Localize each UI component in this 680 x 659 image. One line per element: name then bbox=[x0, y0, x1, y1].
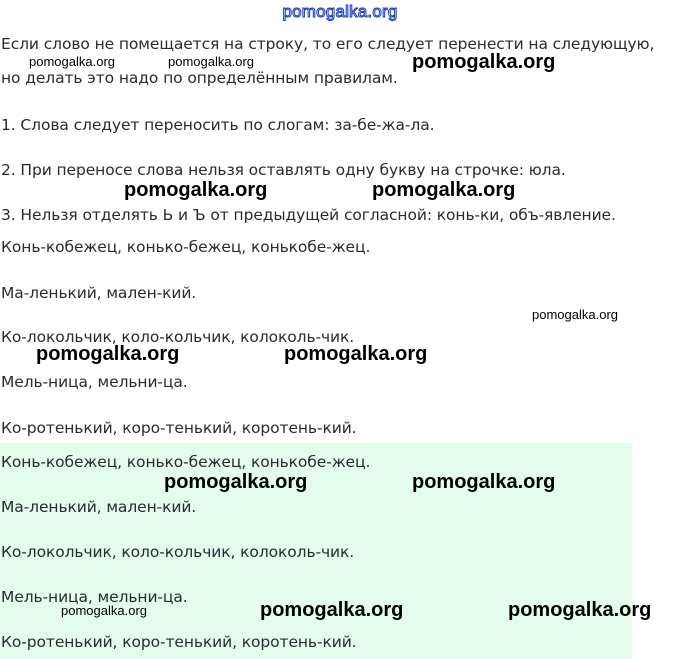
rules-intro-line-2: но делать это надо по определённым правилам. bbox=[1, 69, 398, 87]
watermark: pomogalka.org bbox=[36, 343, 180, 365]
answer-3: Ко-локольчик, коло-кольчик, колоколь-чик. bbox=[1, 543, 355, 561]
example-3: Ко-локольчик, коло-кольчик, колоколь-чик. bbox=[1, 328, 355, 346]
answer-1: Конь-кобежец, конько-бежец, конькобе-жец. bbox=[1, 453, 371, 471]
watermark: pomogalka.org bbox=[168, 54, 254, 69]
watermark: pomogalka.org bbox=[61, 603, 147, 618]
watermark: pomogalka.org bbox=[532, 307, 618, 322]
rules-intro-line-1: Если слово не помещается на строку, то его следует перенести на следующую, bbox=[1, 35, 655, 53]
watermark: pomogalka.org bbox=[372, 179, 516, 201]
watermark: pomogalka.org bbox=[412, 471, 556, 493]
watermark: pomogalka.org bbox=[29, 54, 115, 69]
answer-4: Мель-ница, мельни-ца. bbox=[1, 588, 188, 606]
watermark: pomogalka.org bbox=[412, 51, 556, 73]
example-1: Конь-кобежец, конько-бежец, конькобе-жец. bbox=[1, 238, 371, 256]
example-4: Мель-ница, мельни-ца. bbox=[1, 373, 188, 391]
rule-2: 2. При переносе слова нельзя оставлять одну букву на строчке: юла. bbox=[1, 161, 566, 179]
rule-1: 1. Слова следует переносить по слогам: за-бе-жа-ла. bbox=[1, 116, 435, 134]
example-2: Ма-ленький, мален-кий. bbox=[1, 284, 197, 302]
site-logo[interactable]: pomogalka.org bbox=[282, 2, 398, 21]
example-5: Ко-ротенький, коро-тенький, коротень-кий. bbox=[1, 419, 357, 437]
answer-5: Ко-ротенький, коро-тенький, коротень-кий. bbox=[1, 633, 357, 651]
watermark: pomogalka.org bbox=[260, 599, 404, 621]
watermark: pomogalka.org bbox=[124, 179, 268, 201]
watermark: pomogalka.org bbox=[284, 343, 428, 365]
rule-3: 3. Нельзя отделять Ь и Ъ от предыдущей согласной: конь-ки, объ-явление. bbox=[1, 206, 616, 224]
watermark: pomogalka.org bbox=[164, 471, 308, 493]
answer-2: Ма-ленький, мален-кий. bbox=[1, 498, 197, 516]
watermark: pomogalka.org bbox=[508, 599, 652, 621]
